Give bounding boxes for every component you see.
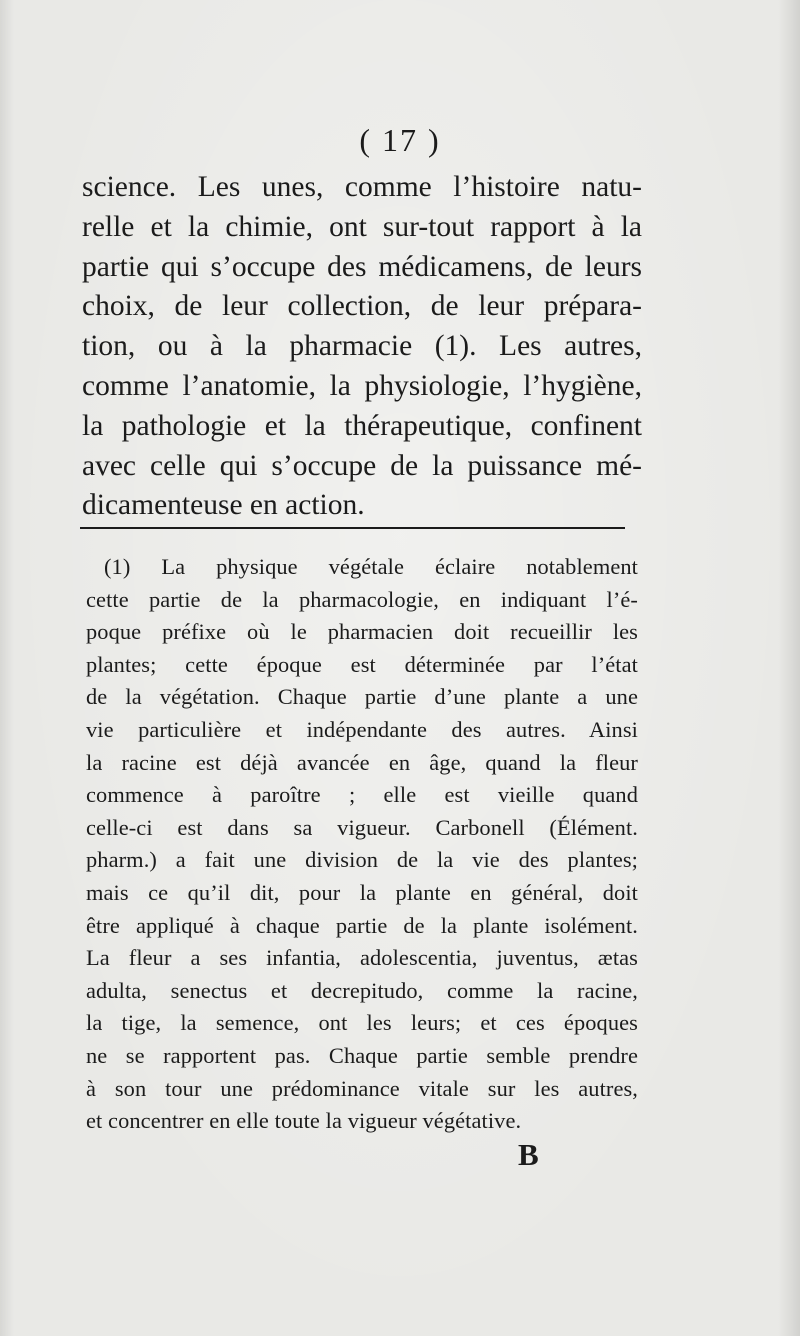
body-line: tion, ou à la pharmacie (1). Les autres, [82,330,642,363]
footnote-line: pharm.) a fait une division de la vie des plantes; [86,847,638,873]
body-line: science. Les unes, comme l’histoire natu- [82,171,642,203]
footnote-line: ne se rapportent pas. Chaque partie semble prendre [86,1042,638,1068]
footnote-line: plantes; cette époque est déterminée par l’état [86,651,638,677]
body-line: partie qui s’occupe des médicamens, de leurs [82,250,642,283]
body-line: la pathologie et la thérapeutique, confinent [82,409,642,442]
footnote-line: être appliqué à chaque partie de la plante isolément. [86,912,638,938]
body-line: avec celle qui s’occupe de la puissance mé- [82,449,642,482]
page-right-edge [778,0,800,1336]
footnote-line: commence à paroître ; elle est vieille quand [86,782,638,808]
page-number: ( 17 ) [359,122,441,158]
footnote-line: (1) La physique végétale éclaire notablement [104,554,638,579]
body-line: dicamenteuse en action. [82,489,365,522]
signature-mark: B [518,1137,539,1172]
body-text [82,168,642,526]
footnote-divider [80,527,625,529]
footnote-line: adulta, senectus et decrepitudo, comme la racine, [86,977,638,1003]
body-line: choix, de leur collection, de leur prépara- [82,290,642,323]
footnote-line: mais ce qu’il dit, pour la plante en général, doit [86,879,638,905]
footnote-line: poque préfixe où le pharmacien doit recueillir les [86,619,638,645]
footnote-line: la tige, la semence, ont les leurs; et ces époques [86,1010,638,1036]
footnote-line: celle-ci est dans sa vigueur. Carbonell (Élément. [86,814,638,840]
footnote-line: La fleur a ses infantia, adolescentia, juventus, ætas [86,945,638,971]
page-left-edge [0,0,14,1336]
footnote-line: et concentrer en elle toute la vigueur végétative. [86,1108,522,1134]
footnote-line: vie particulière et indépendante des autres. Ainsi [86,716,638,742]
footnote-line: à son tour une prédominance vitale sur les autres, [86,1075,638,1101]
footnote-line: la racine est déjà avancée en âge, quand la fleur [86,749,638,775]
footnote-line: de la végétation. Chaque partie d’une plante a une [86,684,638,710]
footnote [86,551,638,1138]
body-line: comme l’anatomie, la physiologie, l’hygiène, [82,369,642,402]
footnote-line: cette partie de la pharmacologie, en indiquant l’é- [86,586,638,612]
body-line: relle et la chimie, ont sur-tout rapport à la [82,210,642,243]
